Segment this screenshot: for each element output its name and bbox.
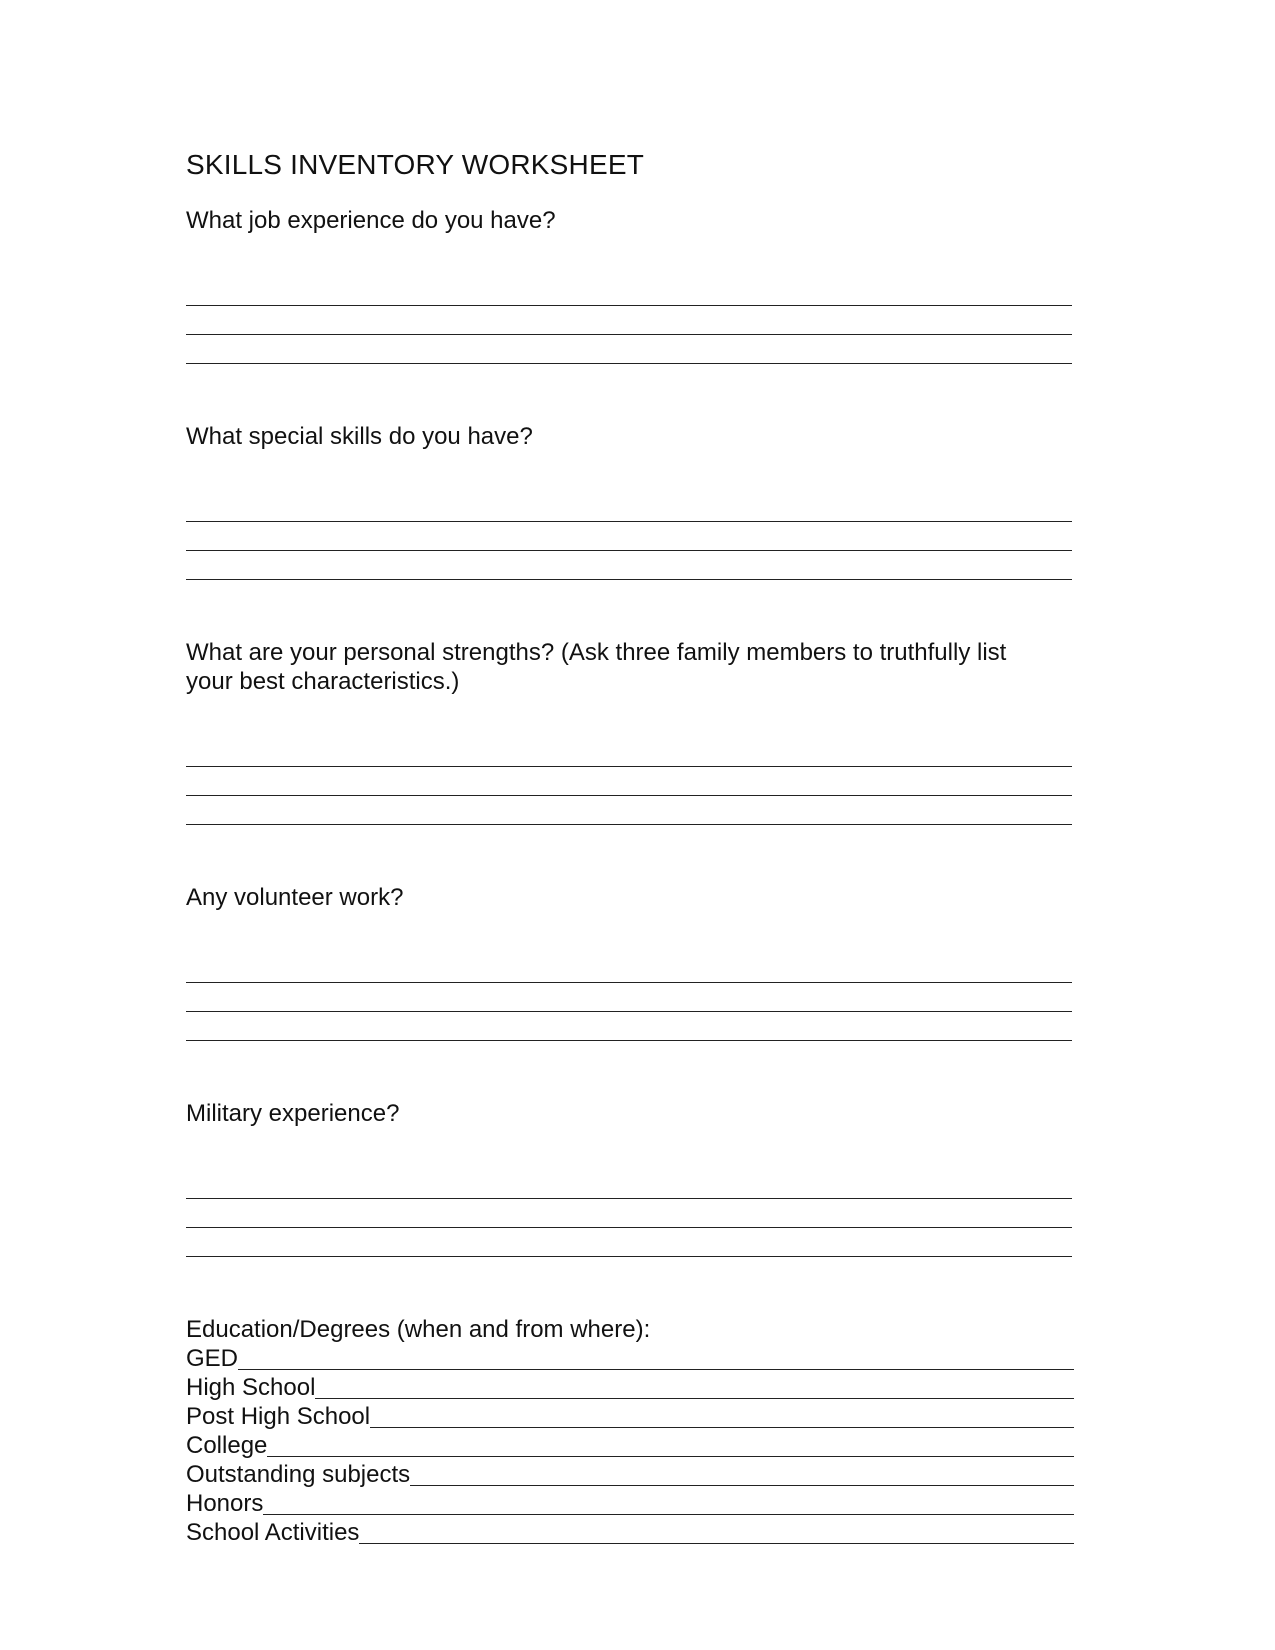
- education-label: School Activities: [186, 1519, 360, 1546]
- answer-line[interactable]: [186, 306, 1072, 335]
- question-military-experience: Military experience?: [186, 1100, 400, 1127]
- education-label: High School: [186, 1374, 316, 1401]
- education-fill-line[interactable]: [238, 1345, 1074, 1370]
- answer-line[interactable]: [186, 1012, 1072, 1041]
- answer-line[interactable]: [186, 277, 1072, 306]
- education-fill-line[interactable]: [315, 1374, 1074, 1399]
- question-personal-strengths-line1: What are your personal strengths? (Ask three family members to truthfully list: [186, 639, 1007, 666]
- answer-lines: [186, 1170, 1072, 1257]
- answer-lines: [186, 954, 1072, 1041]
- question-special-skills: What special skills do you have?: [186, 423, 533, 450]
- answer-line[interactable]: [186, 522, 1072, 551]
- answer-line[interactable]: [186, 954, 1072, 983]
- education-heading: Education/Degrees (when and from where):: [186, 1316, 651, 1343]
- answer-line[interactable]: [186, 767, 1072, 796]
- section-education: [186, 1315, 1072, 1547]
- section-job-experience: [186, 206, 1072, 364]
- answer-line[interactable]: [186, 1199, 1072, 1228]
- education-fill-line[interactable]: [370, 1403, 1074, 1428]
- question-personal-strengths-line2: your best characteristics.): [186, 668, 460, 695]
- answer-line[interactable]: [186, 796, 1072, 825]
- education-label: Honors: [186, 1490, 264, 1517]
- education-row-college: [186, 1431, 1074, 1460]
- answer-line[interactable]: [186, 493, 1072, 522]
- education-label: College: [186, 1432, 268, 1459]
- education-row-high-school: [186, 1373, 1074, 1402]
- answer-line[interactable]: [186, 1170, 1072, 1199]
- education-label: Outstanding subjects: [186, 1461, 411, 1488]
- answer-line[interactable]: [186, 738, 1072, 767]
- education-row-post-high-school: [186, 1402, 1074, 1431]
- answer-lines: [186, 738, 1072, 825]
- education-row-school-activities: [186, 1518, 1074, 1547]
- education-row-ged: [186, 1344, 1074, 1373]
- education-row-honors: [186, 1489, 1074, 1518]
- answer-line[interactable]: [186, 551, 1072, 580]
- answer-line[interactable]: [186, 983, 1072, 1012]
- education-row-outstanding-subjects: [186, 1460, 1074, 1489]
- section-special-skills: [186, 422, 1072, 580]
- answer-lines: [186, 277, 1072, 364]
- education-fill-line[interactable]: [263, 1490, 1074, 1515]
- question-volunteer-work: Any volunteer work?: [186, 884, 404, 911]
- section-volunteer-work: [186, 883, 1072, 1041]
- education-label: GED: [186, 1345, 239, 1372]
- question-job-experience: What job experience do you have?: [186, 207, 556, 234]
- education-fill-line[interactable]: [410, 1461, 1074, 1486]
- education-fill-line[interactable]: [267, 1432, 1074, 1457]
- education-label: Post High School: [186, 1403, 371, 1430]
- answer-line[interactable]: [186, 335, 1072, 364]
- answer-line[interactable]: [186, 1228, 1072, 1257]
- section-personal-strengths: [186, 638, 1072, 825]
- page-title: SKILLS INVENTORY WORKSHEET: [186, 149, 644, 180]
- answer-lines: [186, 493, 1072, 580]
- education-fill-line[interactable]: [359, 1519, 1074, 1544]
- worksheet-content: [186, 148, 1072, 1547]
- section-military-experience: [186, 1099, 1072, 1257]
